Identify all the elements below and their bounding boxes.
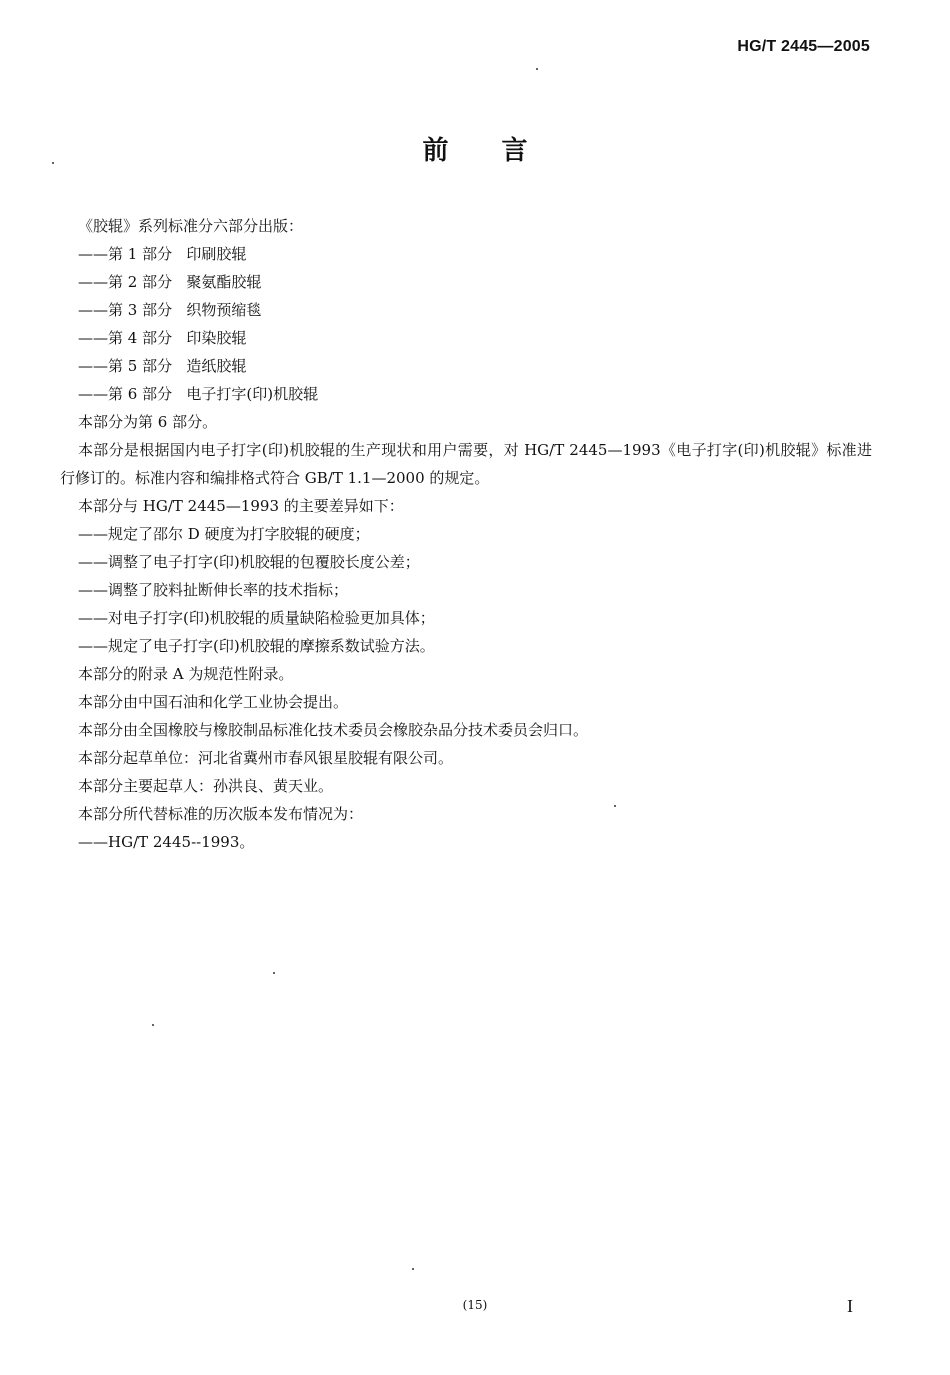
scan-speck [536,68,538,70]
scan-speck [52,162,54,164]
difference-list-item: ——规定了电子打字(印)机胶辊的摩擦系数试验方法。 [78,637,435,655]
paragraph: 本部分的附录 A 为规范性附录。 [78,665,294,683]
difference-list-item: ——调整了胶料扯断伸长率的技术指标； [78,581,349,599]
scan-speck [152,1024,154,1026]
difference-list-item: ——规定了邵尔 D 硬度为打字胶辊的硬度； [78,525,370,543]
part-list-item: ——第 5 部分 造纸胶辊 [78,357,247,375]
paragraph: 本部分所代替标准的历次版本发布情况为： [78,805,364,823]
difference-list-item: ——对电子打字(印)机胶辊的质量缺陷检验更加具体； [78,609,435,627]
part-list-item: ——第 3 部分 织物预缩毯 [78,301,262,319]
part-list-item: ——第 2 部分 聚氨酯胶辊 [78,273,262,291]
paragraph: 本部分与 HG/T 2445—1993 的主要差异如下： [78,497,404,515]
title-char: 言 [501,136,528,166]
page-title [0,130,950,167]
difference-list-item: ——调整了电子打字(印)机胶辊的包覆胶长度公差； [78,553,420,571]
paragraph: 本部分为第 6 部分。 [78,413,218,431]
page-number: (15) [462,1298,488,1312]
part-list-item: ——第 6 部分 电子打字(印)机胶辊 [78,385,319,403]
paragraph-revision: 本部分是根据国内电子打字(印)机胶辊的生产现状和用户需要，对 HG/T 2445—1993《电子打字(印)机胶辊》标准进行修订的。标准内容和编排格式符合 GB/T 1.1—2000 的规定。 [60,441,872,487]
scan-speck [412,1268,414,1270]
scan-speck [273,972,275,974]
part-list-item: ——第 1 部分 印刷胶辊 [78,245,247,263]
paragraph: 本部分起草单位：河北省冀州市春风银星胶辊有限公司。 [78,749,454,767]
scan-speck [614,805,616,807]
paragraph-intro: 《胶辊》系列标准分六部分出版： [78,217,304,235]
paragraph: 本部分由中国石油和化学工业协会提出。 [78,693,349,711]
part-list-item: ——第 4 部分 印染胶辊 [78,329,247,347]
roman-page-number: I [847,1296,853,1316]
standard-code: HG/T 2445—2005 [737,38,870,55]
foreword-body [60,212,872,856]
history-list-item: ——HG/T 2445--1993。 [78,833,255,851]
title-char: 前 [422,136,449,166]
paragraph: 本部分由全国橡胶与橡胶制品标准化技术委员会橡胶杂品分技术委员会归口。 [78,721,589,739]
paragraph: 本部分主要起草人：孙洪良、黄天业。 [78,777,334,795]
